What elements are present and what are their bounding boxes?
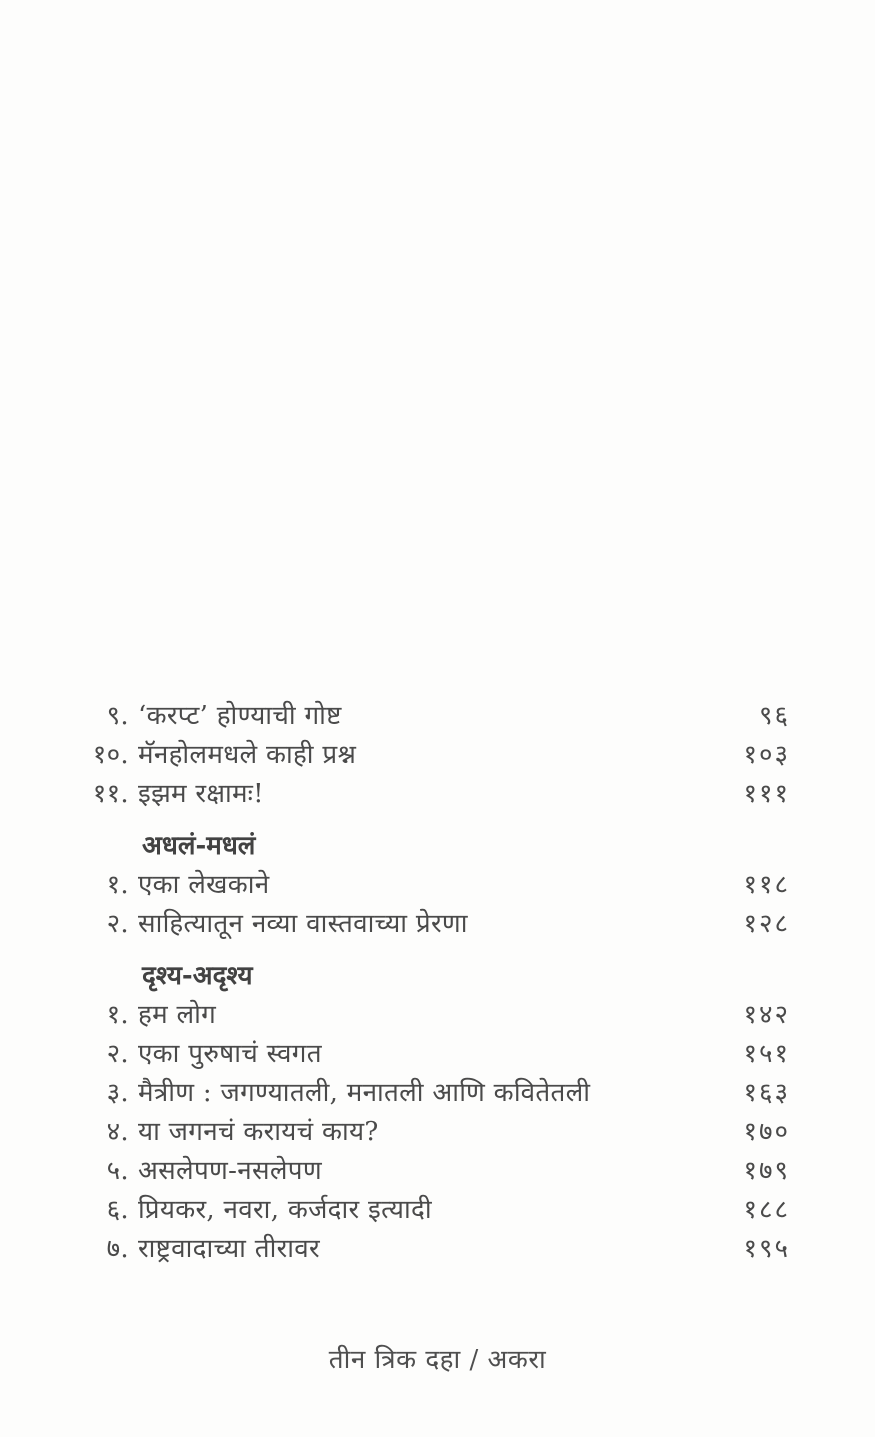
entry-page-number: १६३	[743, 1078, 790, 1108]
entry-title: मॅनहोलमधले काही प्रश्न	[138, 740, 357, 770]
entry-title: या जगनचं करायचं काय?	[138, 1117, 379, 1147]
entry-title: इझम रक्षामः!	[138, 779, 264, 809]
entry-number: ७.	[106, 1234, 129, 1264]
toc-entry	[80, 1152, 790, 1191]
entry-title: प्रियकर, नवरा, कर्जदार इत्यादी	[138, 1195, 432, 1225]
entry-page-number: ११८	[743, 870, 790, 900]
toc-entry	[80, 1191, 790, 1230]
entry-page-number: १७९	[743, 1156, 790, 1186]
entry-number: ११.	[92, 779, 129, 809]
entry-title: राष्ट्रवादाच्या तीरावर	[138, 1234, 320, 1264]
entry-title: हम लोग	[138, 1000, 217, 1030]
entry-page-number: १०३	[743, 740, 790, 770]
entry-title: असलेपण-नसलेपण	[138, 1156, 322, 1186]
entry-number: २.	[106, 909, 129, 939]
section-heading: दृश्य-अदृश्य	[142, 961, 253, 991]
entry-page-number: १२८	[743, 909, 790, 939]
toc-entry	[80, 1074, 790, 1113]
entry-number: १०.	[92, 740, 129, 770]
toc-entry	[80, 905, 790, 944]
page-footer-running-title: तीन त्रिक दहा / अकरा	[328, 1345, 547, 1375]
entry-number: ४.	[106, 1117, 129, 1147]
entry-page-number: १५१	[743, 1039, 790, 1069]
entry-title: ‘करप्ट’ होण्याची गोष्ट	[138, 701, 342, 731]
table-of-contents	[80, 697, 790, 1269]
toc-entry	[80, 1113, 790, 1152]
toc-entry	[80, 736, 790, 775]
toc-entry	[80, 866, 790, 905]
entry-number: १.	[106, 1000, 129, 1030]
entry-title: एका पुरुषाचं स्वगत	[138, 1039, 322, 1069]
toc-entry	[80, 775, 790, 814]
entry-title: एका लेखकाने	[138, 870, 270, 900]
entry-number: १.	[106, 870, 129, 900]
toc-entry	[80, 996, 790, 1035]
entry-number: २.	[106, 1039, 129, 1069]
entry-page-number: १११	[743, 779, 790, 809]
toc-entry	[80, 697, 790, 736]
entry-page-number: १८८	[743, 1195, 790, 1225]
entry-page-number: १४२	[743, 1000, 790, 1030]
toc-entry	[80, 1230, 790, 1269]
entry-number: ६.	[106, 1195, 129, 1225]
toc-entry	[80, 1035, 790, 1074]
entry-number: ३.	[106, 1078, 129, 1108]
entry-page-number: १७०	[743, 1117, 790, 1147]
section-heading: अधलं-मधलं	[142, 831, 256, 861]
entry-page-number: ९६	[758, 701, 790, 731]
entry-number: ९.	[106, 701, 129, 731]
entry-page-number: १९५	[743, 1234, 790, 1264]
entry-title: मैत्रीण : जगण्यातली, मनातली आणि कवितेतली	[138, 1078, 591, 1108]
entry-number: ५.	[106, 1156, 129, 1186]
entry-title: साहित्यातून नव्या वास्तवाच्या प्रेरणा	[138, 909, 468, 939]
